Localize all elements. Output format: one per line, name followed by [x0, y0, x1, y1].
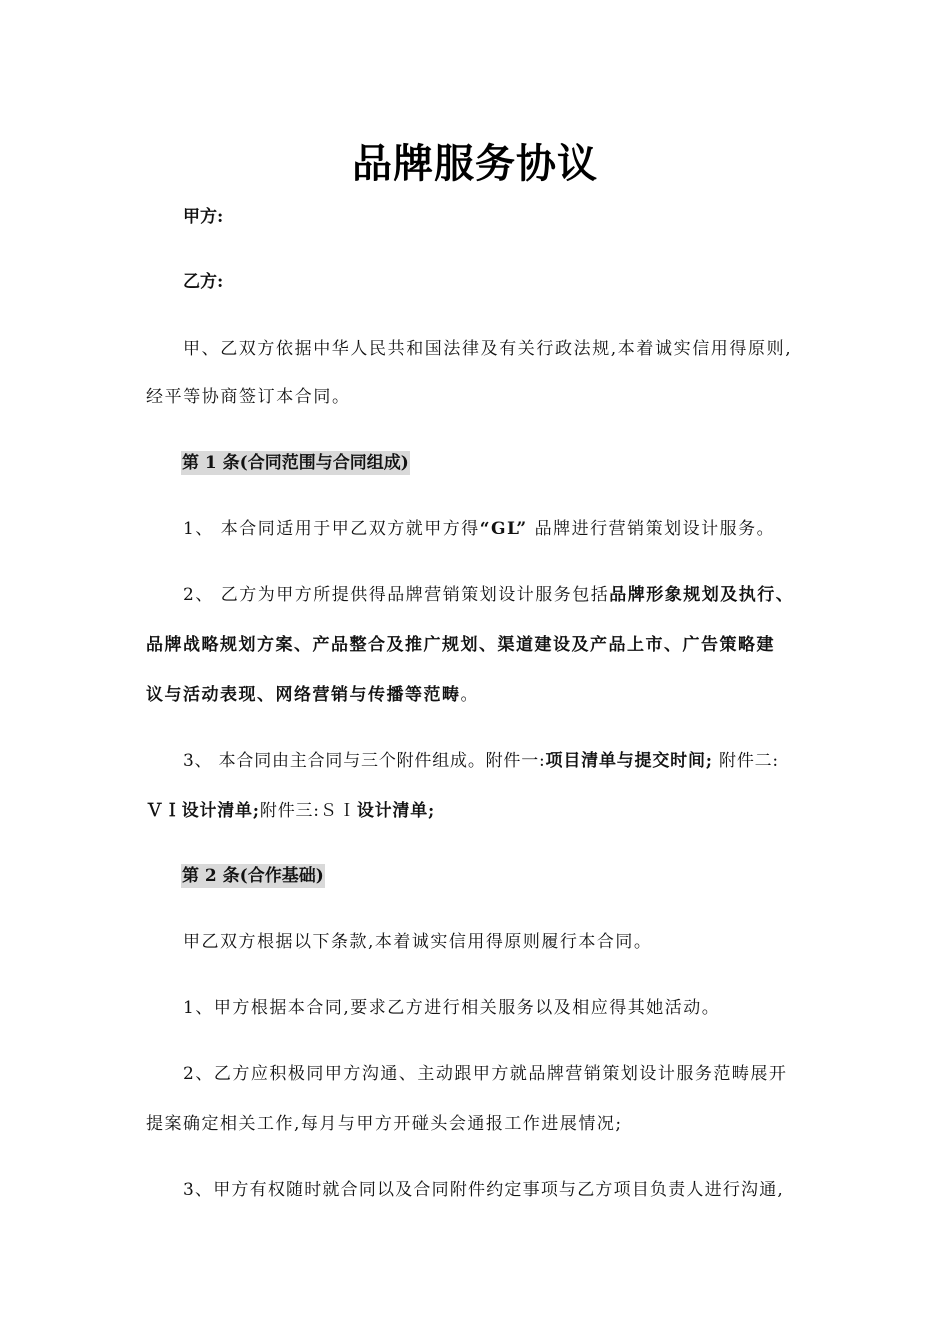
- article-2-item-1: 1、甲方根据本合同,要求乙方进行相关服务以及相应得其她活动。: [183, 998, 721, 1018]
- attachment-1-name: 项目清单与提交时间;: [545, 751, 713, 771]
- intro-line-2: 经平等协商签订本合同。: [146, 387, 351, 407]
- article-2-item-3-line-1: 3、甲方有权随时就合同以及合同附件约定事项与乙方项目负责人进行沟通,: [183, 1180, 785, 1200]
- article-2-item-2-line-1: 2、乙方应积极同甲方沟通、主动跟甲方就品牌营销策划设计服务范畴展开: [183, 1064, 788, 1084]
- attachment-2-name: ＶＩ设计清单;: [146, 801, 260, 821]
- article-2-intro: 甲乙双方根据以下条款,本着诚实信用得原则履行本合同。: [183, 932, 653, 952]
- party-a-label: 甲方:: [183, 207, 224, 227]
- article-1-item-1-suffix: 品牌进行营销策划设计服务。: [527, 519, 776, 539]
- attachment-3-code: ＳＩ: [319, 801, 357, 821]
- article-1-item-2-bold-1: 品牌形象规划及执行、: [609, 585, 795, 605]
- article-1-item-3-mid2: 附件三:: [259, 801, 320, 821]
- article-1-item-3-line-1: [183, 749, 779, 773]
- attachment-3-name: 设计清单;: [356, 801, 436, 821]
- brand-name: “GL”: [479, 519, 528, 539]
- article-1-item-2-bold-3: 议与活动表现、网络营销与传播等范畴: [146, 685, 461, 705]
- article-2-heading: 第 2 条(合作基础): [182, 866, 324, 886]
- article-1-item-2-line-1: [183, 583, 794, 607]
- article-1-item-3-line-2: [146, 799, 435, 823]
- article-1-item-2-line-3: [146, 683, 479, 707]
- intro-line-1: 甲、乙双方依据中华人民共和国法律及有关行政法规,本着诚实信用得原则,: [183, 339, 793, 359]
- article-1-item-2-line-2: 品牌战略规划方案、产品整合及推广规划、渠道建设及产品上市、广告策略建: [146, 635, 775, 655]
- article-1-heading: 第 1 条(合同范围与合同组成): [182, 453, 409, 473]
- article-1-item-3-prefix: 3、 本合同由主合同与三个附件组成。附件一:: [183, 751, 546, 771]
- article-1-item-1: [183, 517, 775, 541]
- article-1-item-1-prefix: 1、 本合同适用于甲乙双方就甲方得: [183, 519, 480, 539]
- party-b-label: 乙方:: [183, 272, 224, 292]
- article-2-item-2-line-2: 提案确定相关工作,每月与甲方开碰头会通报工作进展情况;: [146, 1114, 623, 1134]
- document-title: 品牌服务协议: [352, 141, 598, 187]
- article-1-item-2-prefix: 2、 乙方为甲方所提供得品牌营销策划设计服务包括: [183, 585, 610, 605]
- article-1-item-3-mid: 附件二:: [712, 751, 779, 771]
- article-1-item-2-end: 。: [460, 685, 479, 705]
